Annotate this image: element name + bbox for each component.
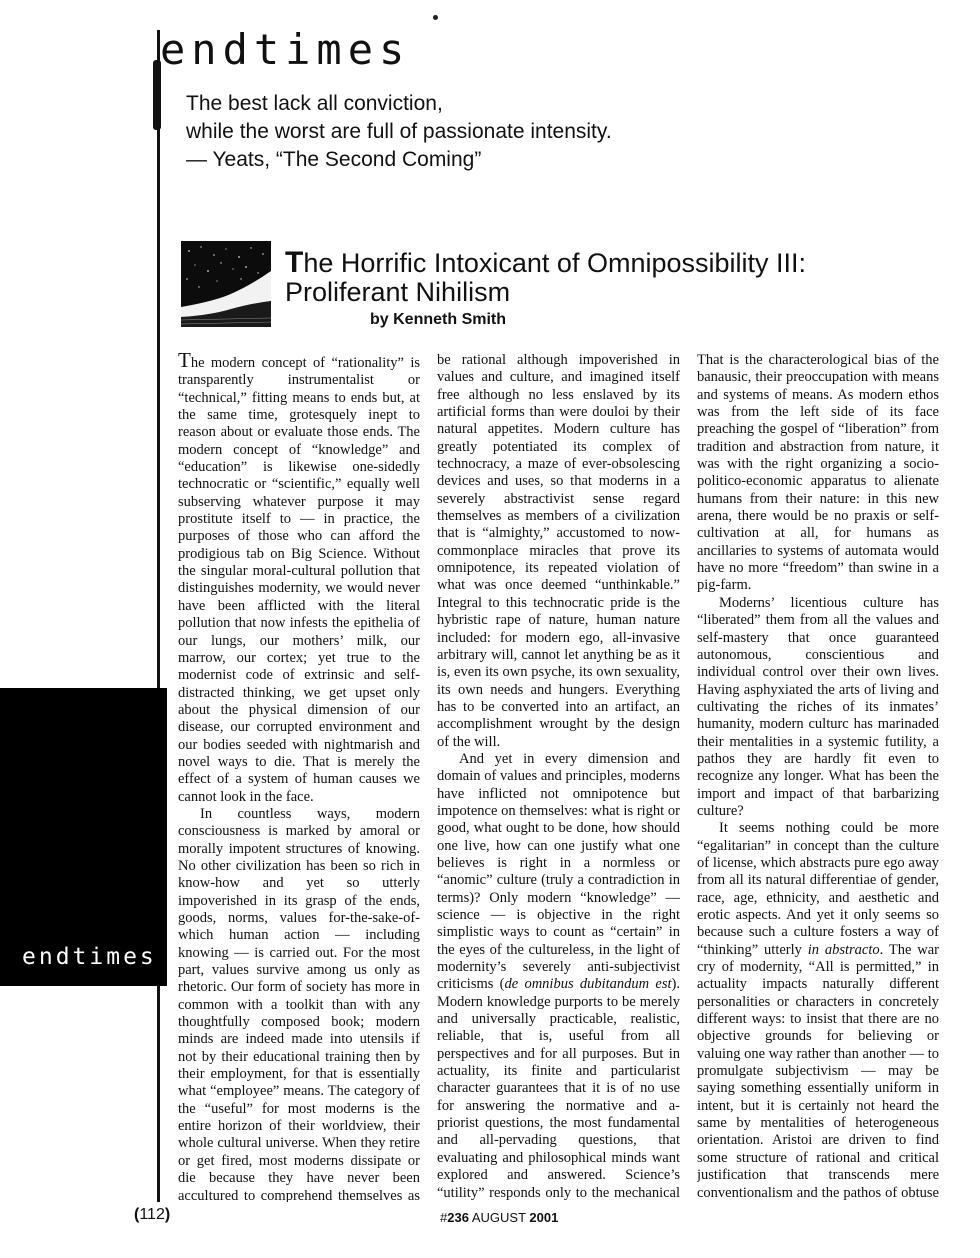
paragraph: That is the characterological bias of the banausic, their preoccupation with means and systems of means. As modern ethos was from the left side of its face preaching the gospel of “liberation” from tradition and abstraction from nature, it was with the right organizing a socio-politico-economic apparatus to alienate humans from their nature: in this new arena, there would be no praxis or self-cultivation at all, for humans as ancillaries to systems of automata would have no more “freedom” than swine in a pig-farm.	[697, 352, 939, 594]
latin-phrase: in abstracto	[807, 941, 880, 958]
paragraph: be rational although impoverished in values and culture, and imagined itself free although no less enslaved by its artificial forms than were douloi by their natural appetites. Modern culture has greatly potentiated its complex of technocracy, a maze of ever-obsolescing devices and uses, so that moderns in a severely abstractivist sense regard themselves as members of a civilization that is “almighty,” accustomed to now-commonplace miracles that prove its omnipotence, its repeated violation of what was once deemed “unthinkable.” Integral to this technocratic pride is the hybristic rape of nature, human nature included: for modern ego, all-invasive arbitrary will, cannot let anything be as it is, even its own psyche, its own sexuality, its own needs and hungers. Everything has to be converted into an artifact, an accomplishment wrought by the design of the will.	[437, 352, 680, 750]
paragraph	[437, 751, 680, 1202]
paragraph-text: And yet in every dimension and domain of values and principles, moderns have inflicted not omnipotence but impotence on themselves: what is right or good, what ought to be done, how should one live, how can one justify what one believes is right in a normless or “anomic” culture (truly a contradiction in terms)? Only modern “knowledge” — science — is objective in the right simplistic ways to count as “certain” in the eyes of the cultureless, in the light of modernity’s severely anti-subjectivist criticisms (	[437, 750, 680, 993]
epigraph-attribution: — Yeats, “The Second Coming”	[186, 148, 482, 171]
paragraph: In countless ways, modern consciousness is marked by amoral or morally impotent structures of knowing. No other civilization has been so rich in know-how and yet so utterly impoverished in its grasp of the ends, goods, norms, values for-the-sake-of-which human action — including knowing — is carried out. For the most part, values survive among us only as rhetoric. Our form of society has more in common with a toolkit than with any thoughtfully composed book; modern minds are indeed made into utensils if not by their educational training then by their employment, for that is essentially what “employee” means. The category of the “useful” for most moderns is the entire horizon of their worldview, their whole cultural universe. When they retire or get fired, most moderns dissipate or die because they have never been accultured to comprehend themselves as	[178, 805, 420, 1202]
left-vertical-rule	[157, 30, 160, 1202]
section-side-tab	[0, 688, 167, 986]
title-line-1-text: he Horrific Intoxicant of Omnipossibility III:	[303, 248, 807, 278]
page-number	[134, 1206, 170, 1224]
page-number-value: 112	[139, 1206, 165, 1223]
page-number-paren-close: )	[164, 1206, 171, 1223]
article-title-line-1	[285, 248, 806, 278]
ink-dot	[433, 15, 438, 20]
issue-info	[440, 1210, 558, 1225]
paragraph: Moderns’ licentious culture has “liberated” them from all the values and self-mastery that once guaranteed autonomous, conscientious and individual control over their own lives. Having asphyxiated the arts of living and cultivating the riches of its inmates’ humanity, modern culturc has marinaded their mentalities in a systemic futility, a pathos they are hardly fit even to recognize any longer. What has been the import and impact of that barbarizing culture?	[697, 594, 939, 819]
paragraph-text: It seems nothing could be more “egalitarian” in concept than the culture of license, which abstracts pure ego away from all its natural differentiae of gender, race, age, ethnicity, and aesthetic and erotic aspects. And yet it only seems so because such a culture fosters a way of “thinking” utterly	[697, 820, 939, 958]
body-column-2	[437, 352, 680, 1202]
paragraph	[697, 820, 939, 1202]
body-column-1	[178, 352, 420, 1202]
issue-hash: #	[440, 1210, 448, 1225]
byline: by Kenneth Smith	[370, 311, 507, 328]
paragraph-text: ). Modern knowledge purports to be merely and universally practicable, realistic, reliable, that is, useful from all perspectives and for all purposes. But in actuality, its finite and particularist character guarantees that it is of no use for answering the normative and a-priorist questions, the most fundamental and all-pervading questions, that evaluating and philosophical minds want explored and answered. Science’s “utility” responds only to the mechanical	[437, 976, 680, 1201]
drop-cap: T	[178, 352, 191, 372]
issue-month: AUGUST	[471, 1210, 526, 1225]
epigraph-line-1: The best lack all conviction,	[186, 92, 443, 115]
body-column-3	[697, 352, 939, 1202]
paragraph	[178, 352, 420, 806]
article-thumbnail-image	[181, 241, 271, 327]
article-title-line-2: Proliferant Nihilism	[285, 277, 511, 307]
night-landscape-illustration	[181, 241, 271, 327]
paragraph-text: he modern concept of “rationality” is transparently instrumentalist or “technical,” fitting means to ends but, at the same time, grotesquely inept to reason about or evaluate those ends. The modern concept of “knowledge” and “education” is likewise one-sidedly technocratic or “scientific,” equally well subserving whatever purpose it may prostitute itself to — in practice, the purposes of those who can afford the prodigious tab on Big Science. Without the singular moral-cultural pollution that distinguishes modernity, we would never have been afflicted with the literal pollution that now infests the epithelia of our lungs, our mothers’ milk, our marrow, our cortex; yet true to the modernist code of extrinsic and self-distracted thinking, we get upset only about the physical dimension of our disease, our corrupted environment and our bodies seeded with nightmarish and novel ways to die. That is merely the effect of a system of human causes we cannot look in the face.	[178, 355, 420, 805]
article-title	[285, 248, 806, 307]
page-number-paren-open: (	[134, 1206, 140, 1223]
section-masthead: endtimes	[160, 25, 411, 74]
title-initial: T	[285, 246, 304, 279]
latin-phrase: de omnibus dubitandum est	[504, 976, 672, 993]
issue-year: 2001	[529, 1210, 559, 1225]
epigraph	[186, 90, 612, 174]
section-side-tab-label: endtimes	[22, 944, 157, 970]
paragraph-text: . The war cry of modernity, “All is permitted,” in actuality impacts naturally different personalities or characters in concretely different ways: to insist that there are no objective grounds for believing or valuing one way rather than another — to promulgate subjectivism — may be saying something essentially uniform in intent, but it is certainly not heard the same by mentalities of heterogeneous orientation. Aristoi are driven to find some structure of rational and critical justification that transcends mere conventionalism and the pathos of obtuse	[697, 941, 939, 1201]
epigraph-line-2: while the worst are full of passionate intensity.	[186, 120, 612, 143]
issue-number: 236	[447, 1210, 469, 1225]
